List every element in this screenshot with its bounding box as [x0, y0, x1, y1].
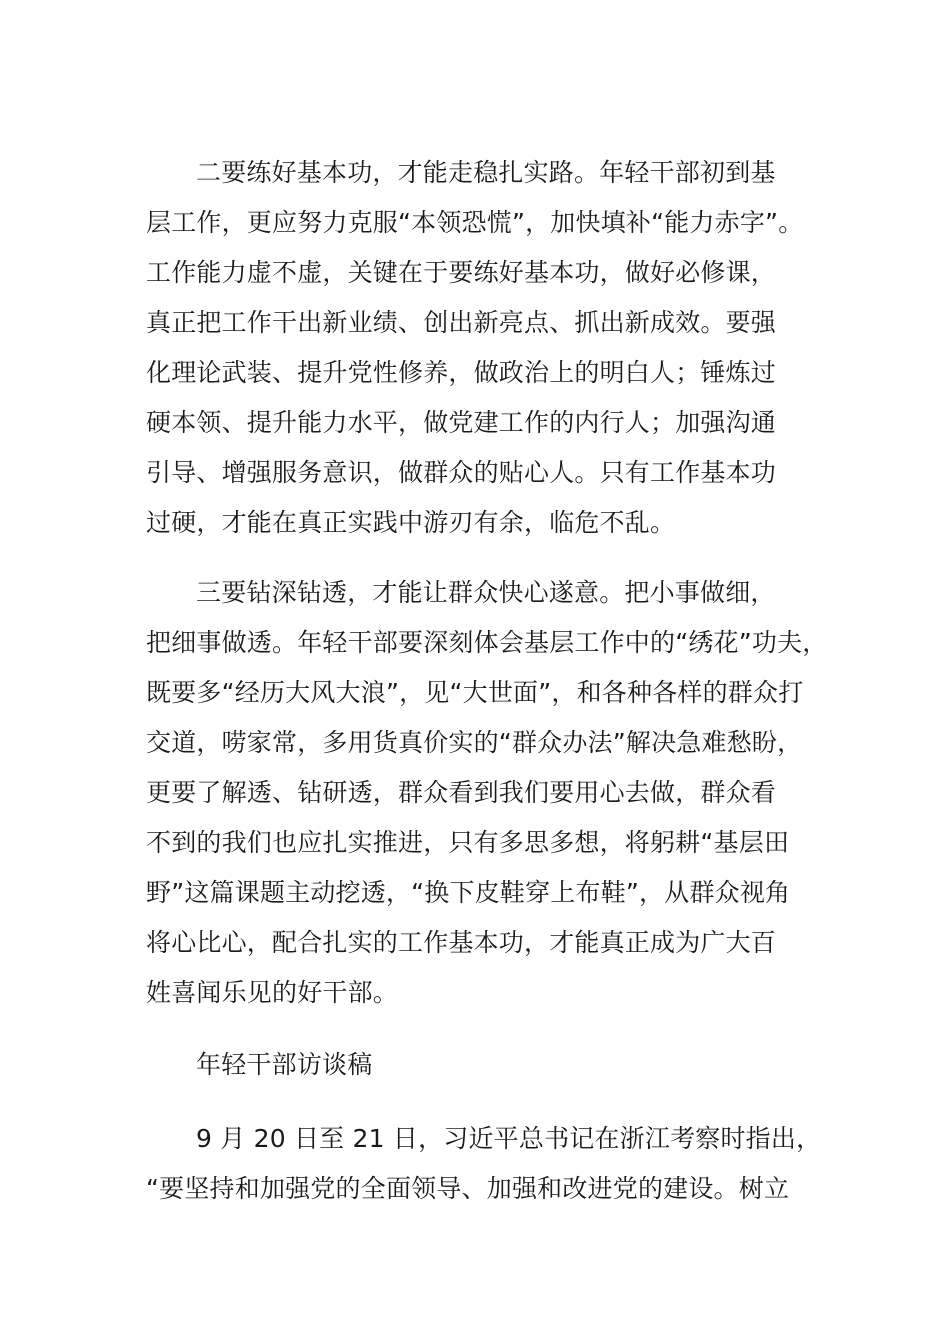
paragraph-1-line-3: 工作能力虚不虚，关键在于要练好基本功，做好必修课，: [146, 258, 777, 287]
paragraph-2-line-2: 把细事做透。年轻干部要深刻体会基层工作中的“绣花”功夫，: [146, 628, 828, 657]
paragraph-1-line-2: 层工作，更应努力克服“本领恐慌”，加快填补“能力赤字”。: [146, 208, 804, 237]
paragraph-4-line-1: 9 月 20 日至 21 日，习近平总书记在浙江考察时指出，: [196, 1124, 822, 1153]
paragraph-2-line-7: 野”这篇课题主动挖透，“换下皮鞋穿上布鞋”，从群众视角: [146, 878, 791, 907]
paragraph-1-line-1: 二要练好基本功，才能走稳扎实路。年轻干部初到基: [196, 158, 776, 187]
paragraph-2-line-4: 交道，唠家常，多用货真价实的“群众办法”解决急难愁盼，: [146, 728, 803, 757]
paragraph-1-line-4: 真正把工作干出新业绩、创出新亮点、抓出新成效。要强: [146, 308, 777, 337]
section-title: 年轻干部访谈稿: [196, 1050, 373, 1079]
paragraph-1-line-8: 过硬，才能在真正实践中游刃有余，临危不乱。: [146, 508, 676, 537]
paragraph-1-line-7: 引导、增强服务意识，做群众的贴心人。只有工作基本功: [146, 458, 777, 487]
paragraph-1-line-5: 化理论武装、提升党性修养，做政治上的明白人；锤炼过: [146, 358, 777, 387]
paragraph-1-line-6: 硬本领、提升能力水平，做党建工作的内行人；加强沟通: [146, 408, 777, 437]
paragraph-2-line-5: 更要了解透、钻研透，群众看到我们要用心去做，群众看: [146, 778, 777, 807]
paragraph-4-line-2: “要坚持和加强党的全面领导、加强和改进党的建设。树立: [146, 1174, 790, 1203]
paragraph-2-line-9: 姓喜闻乐见的好干部。: [146, 978, 399, 1007]
paragraph-2-line-1: 三要钻深钻透，才能让群众快心遂意。把小事做细，: [196, 578, 776, 607]
paragraph-2-line-6: 不到的我们也应扎实推进，只有多思多想，将躬耕“基层田: [146, 828, 790, 857]
paragraph-2-line-3: 既要多“经历大风大浪”，见“大世面”，和各种各样的群众打: [146, 678, 804, 707]
paragraph-2-line-8: 将心比心，配合扎实的工作基本功，才能真正成为广大百: [146, 928, 777, 957]
